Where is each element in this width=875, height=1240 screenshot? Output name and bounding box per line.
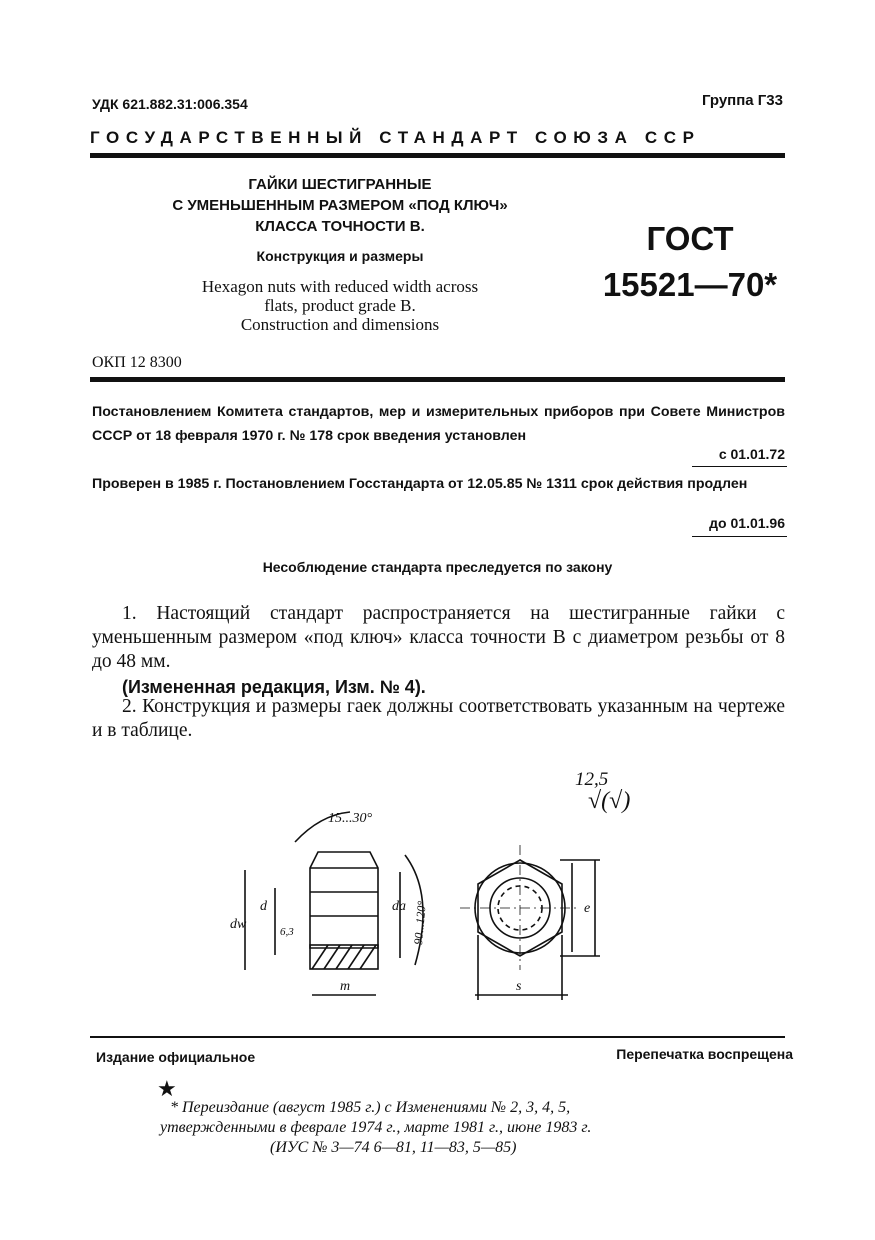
okp-rule [90,377,785,382]
cone-angle: 90...120° [411,900,429,946]
clause-1-edit: (Измененная редакция, Изм. № 4). [122,677,426,697]
nut-drawing [200,760,631,1020]
gost-number: 15521—70* [602,266,778,303]
title-ru-subtitle: Конструкция и размеры [256,248,424,264]
reprint-note [160,1098,720,1158]
roughness-main: 12,5 [575,769,609,790]
roughness-symbol: √(√) [588,788,631,814]
chamfer-angle: 15...30° [328,811,373,826]
standard-title: ГОСУДАРСТВЕННЫЙ СТАНДАРТ СОЮЗА ССР [90,128,701,147]
clause-2: 2. Конструкция и размеры гаек должны соответствовать указанным на чертеже и в таблице. [92,696,785,741]
group-code: Группа Г33 [701,92,783,109]
label-da: da [392,899,406,914]
gost-designation [570,216,810,308]
reprint-line-3: (ИУС № 3—74 6—81, 11—83, 5—85) [270,1139,517,1156]
gost-label: ГОСТ [646,220,734,257]
roughness-small: 6,3 [280,926,294,938]
title-ru-line-2: С УМЕНЬШЕННЫМ РАЗМЕРОМ «ПОД КЛЮЧ» [172,197,508,214]
star-icon: ★ [157,1076,177,1101]
official-edition: Издание официальное [96,1049,256,1065]
label-m: m [340,979,351,994]
udk-code: УДК 621.882.31:006.354 [92,96,248,112]
decree-text: Постановлением Комитета стандартов, мер и измерительных приборов при Совете Министров СССР от 18 февраля 1970 г. № 178 срок введения установлен [92,404,785,444]
reprint-line-2: утвержденными в феврале 1974 г., марте 1981 г., июне 1983 г. [160,1119,592,1136]
extension-date: до 01.01.96 [709,515,785,531]
review-text: Проверен в 1985 г. Постановлением Госстандарта от 12.05.85 № 1311 срок действия продлен [92,476,748,492]
title-en-line-2: flats, product grade B. [264,296,416,315]
header-rule [90,153,785,158]
footer-rule [90,1036,785,1038]
legal-notice: Несоблюдение стандарта преследуется по закону [262,559,613,575]
intro-date: с 01.01.72 [718,446,785,462]
title-en [140,277,540,334]
okp-code: ОКП 12 8300 [92,354,182,371]
title-en-line-3: Construction and dimensions [240,315,440,334]
title-en-line-1: Hexagon nuts with reduced width across [201,277,479,296]
clause-1: 1. Настоящий стандарт распространяется на шестигранные гайки с уменьшенным размером «под ключ» класса точности В с диаметром резьбы от 8 до 48 мм. [92,603,785,672]
side-view-outline [310,852,378,948]
reprint-forbidden: Перепечатка воспрещена [616,1046,793,1062]
title-ru-line-3: КЛАССА ТОЧНОСТИ В. [255,218,425,235]
label-s: s [516,979,522,994]
extension-date-underline [692,536,787,537]
intro-date-underline [692,466,787,467]
label-e: e [584,901,591,916]
reprint-line-1: * Переиздание (август 1985 г.) с Изменениями № 2, 3, 4, 5, [170,1099,571,1116]
label-d: d [260,899,267,914]
title-ru-line-1: ГАЙКИ ШЕСТИГРАННЫЕ [248,176,432,193]
label-dw: dw [230,917,247,932]
title-ru [140,174,540,237]
